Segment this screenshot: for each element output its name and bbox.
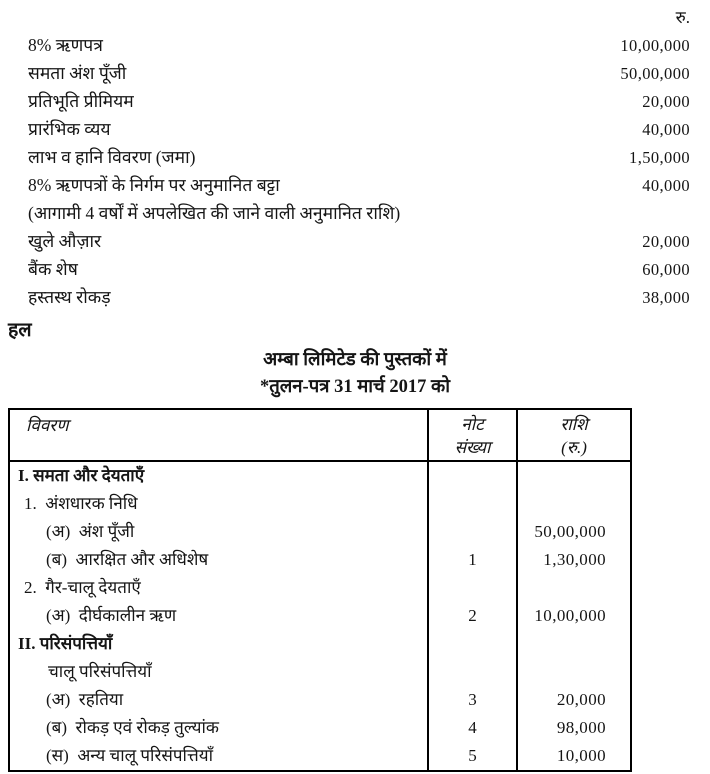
row-amount: 10,000 xyxy=(517,742,631,771)
trial-item-amount: 60,000 xyxy=(642,260,690,279)
table-row xyxy=(9,742,631,771)
row-amount: 20,000 xyxy=(517,686,631,714)
trial-item-amount: 50,00,000 xyxy=(620,64,690,83)
row-note: 3 xyxy=(428,686,517,714)
trial-item-amount: 10,00,000 xyxy=(620,36,690,55)
row-particulars: 2. गैर-चालू देयताएँ xyxy=(24,578,141,597)
trial-item-label: खुले औज़ार xyxy=(28,231,102,251)
row-amount xyxy=(517,490,631,518)
header-note-number: नोट संख्या xyxy=(428,409,517,461)
statement-title xyxy=(0,347,710,401)
trial-item-label: लाभ व हानि विवरण (जमा) xyxy=(28,147,196,167)
row-particulars: II. परिसंपत्तियाँ xyxy=(18,634,113,653)
table-row xyxy=(9,714,631,742)
row-note xyxy=(428,574,517,602)
row-note: 1 xyxy=(428,546,517,574)
trial-item-amount: 38,000 xyxy=(642,288,690,307)
row-particulars: (अ) दीर्घकालीन ऋण xyxy=(46,606,177,625)
row-amount: 1,30,000 xyxy=(517,546,631,574)
row-note xyxy=(428,630,517,658)
currency-header: रु. xyxy=(675,8,690,27)
trial-item-amount: 1,50,000 xyxy=(629,148,690,167)
row-particulars: (ब) रोकड़ एवं रोकड़ तुल्यांक xyxy=(46,718,219,737)
table-row xyxy=(9,574,631,602)
trial-item-amount: 20,000 xyxy=(642,232,690,251)
trial-item-amount: 40,000 xyxy=(642,120,690,139)
table-row xyxy=(9,490,631,518)
trial-item-label: हस्तस्थ रोकड़ xyxy=(28,287,111,307)
row-amount xyxy=(517,658,631,686)
solution-heading: हल xyxy=(8,320,32,341)
row-particulars: (ब) आरक्षित और अधिशेष xyxy=(46,550,209,569)
table-row xyxy=(9,658,631,686)
trial-item-label: 8% ऋणपत्र xyxy=(28,35,103,55)
statement-title-company: अम्बा लिमिटेड की पुस्तकों में xyxy=(263,350,447,370)
trial-item-label: (आगामी 4 वर्षों में अपलेखित की जाने वाली अनुमानित राशि) xyxy=(28,203,401,223)
table-row xyxy=(9,630,631,658)
table-row xyxy=(9,518,631,546)
row-note xyxy=(428,518,517,546)
row-note: 2 xyxy=(428,602,517,630)
row-particulars: I. समता और देयताएँ xyxy=(18,466,145,485)
row-particulars: 1. अंशधारक निधि xyxy=(24,494,138,513)
trial-item-label: 8% ऋणपत्रों के निर्गम पर अनुमानित बट्टा xyxy=(28,175,280,195)
statement-title-date: *तुलन-पत्र 31 मार्च 2017 को xyxy=(259,377,451,397)
row-amount xyxy=(517,574,631,602)
table-row xyxy=(9,602,631,630)
trial-item-label: प्रारंभिक व्यय xyxy=(28,119,111,139)
table-row xyxy=(9,686,631,714)
row-note xyxy=(428,490,517,518)
trial-item-amount: 20,000 xyxy=(642,92,690,111)
row-particulars: चालू परिसंपत्तियाँ xyxy=(48,662,152,681)
trial-item-note xyxy=(28,199,690,227)
trial-item xyxy=(28,115,690,143)
trial-item xyxy=(28,59,690,87)
header-particulars: विवरण xyxy=(9,409,428,461)
table-row xyxy=(9,461,631,490)
header-amount: राशि (रु.) xyxy=(517,409,631,461)
trial-item-amount: 40,000 xyxy=(642,176,690,195)
trial-item xyxy=(28,171,690,199)
table-header xyxy=(9,409,631,461)
trial-item xyxy=(28,87,690,115)
trial-item xyxy=(28,283,690,311)
trial-item xyxy=(28,255,690,283)
row-particulars: (अ) रहतिया xyxy=(46,690,124,709)
row-note: 5 xyxy=(428,742,517,771)
row-amount: 10,00,000 xyxy=(517,602,631,630)
trial-item xyxy=(28,227,690,255)
row-amount xyxy=(517,461,631,490)
row-amount: 50,00,000 xyxy=(517,518,631,546)
trial-item xyxy=(28,31,690,59)
row-note: 4 xyxy=(428,714,517,742)
row-particulars: (स) अन्य चालू परिसंपत्तियाँ xyxy=(46,746,213,765)
row-amount xyxy=(517,630,631,658)
table-row xyxy=(9,546,631,574)
trial-item xyxy=(28,143,690,171)
trial-item-label: बैंक शेष xyxy=(28,259,78,279)
row-note xyxy=(428,658,517,686)
trial-item-label: समता अंश पूँजी xyxy=(28,63,127,83)
row-note xyxy=(428,461,517,490)
trial-item-label: प्रतिभूति प्रीमियम xyxy=(28,91,134,111)
row-particulars: (अ) अंश पूँजी xyxy=(46,522,135,541)
balance-sheet-table xyxy=(8,408,632,772)
trial-balance-list xyxy=(0,0,710,311)
row-amount: 98,000 xyxy=(517,714,631,742)
